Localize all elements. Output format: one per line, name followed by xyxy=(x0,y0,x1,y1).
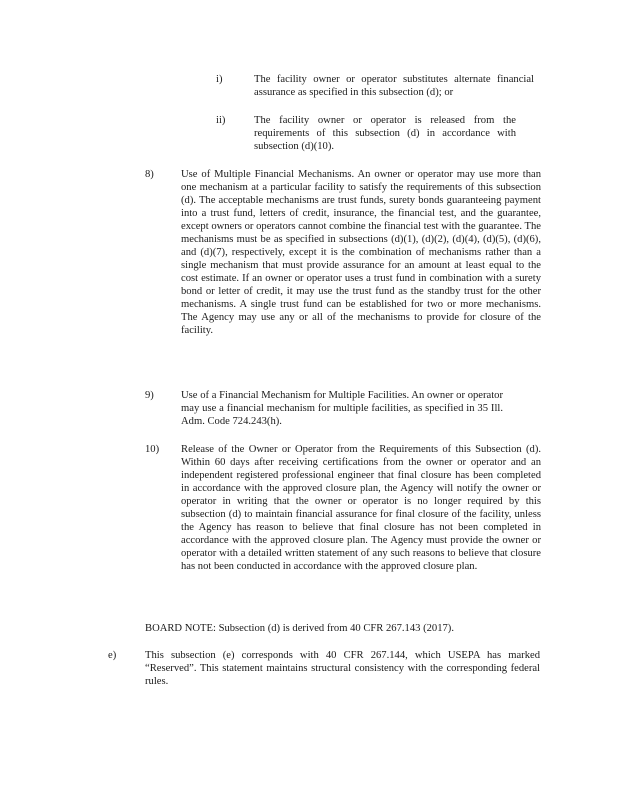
subsection-text-e: This subsection (e) corresponds with 40 CFR 267.144, which USEPA has marked “Reserved”. This statement maintains structural consistency with the corresponding federal rules. xyxy=(145,650,540,687)
item-text-8: Use of Multiple Financial Mechanisms. An owner or operator may use more than one mechanism at a particular facility to satisfy the requirements of this subsection (d). The acceptable mechanisms are trust funds, surety bonds guaranteeing payment into a trust fund, letters of credit, insurance, the financial test, and the guarantee, except owners or operators cannot combine the financial test with the guarantee. The mechanisms must be as specified in subsections (d)(1), (d)(2), (d)(4), (d)(5), (d)(6), and (d)(7), respectively, except it is the combination of mechanisms rather than a single mechanism that must provide assurance for an amount at least equal to the cost estimate. If an owner or operator uses a trust fund in combination with a surety bond or letter of credit, it may use the trust fund as the standby trust for the other mechanisms. A single trust fund can be established for two or more mechanisms. The Agency may use any or all of the mechanisms to provide for closure of the facility. xyxy=(181,169,541,336)
item-text-9: Use of a Financial Mechanism for Multiple Facilities. An owner or operator may use a financial mechanism for multiple facilities, as specified in 35 Ill. Adm. Code 724.243(h). xyxy=(181,390,503,427)
item-marker-ii: ii) xyxy=(216,115,226,126)
item-marker-8: 8) xyxy=(145,169,154,180)
board-note: BOARD NOTE: Subsection (d) is derived from 40 CFR 267.143 (2017). xyxy=(145,623,454,634)
item-text-ii: The facility owner or operator is released from the requirements of this subsection (d) in accordance with subsection (d)(10). xyxy=(254,115,516,152)
item-marker-9: 9) xyxy=(145,390,154,401)
item-marker-i: i) xyxy=(216,74,223,85)
item-marker-10: 10) xyxy=(145,444,160,455)
subsection-marker-e: e) xyxy=(108,650,117,661)
item-text-10: Release of the Owner or Operator from the Requirements of this Subsection (d). Within 60 days after receiving certifications from the owner or operator and an independent registered professional engineer that final closure has been completed in accordance with the approved closure plan, the Agency will notify the owner or operator in writing that the owner or operator is no longer required by this subsection (d) to maintain financial assurance for final closure of the facility, unless the Agency has reason to believe that final closure has not been completed in accordance with the approved closure plan. The Agency must provide the owner or operator with a detailed written statement of any such reasons to believe that closure has not been conducted in accordance with the approved closure plan. xyxy=(181,444,541,572)
item-text-i: The facility owner or operator substitutes alternate financial assurance as specified in this subsection (d); or xyxy=(254,74,534,98)
